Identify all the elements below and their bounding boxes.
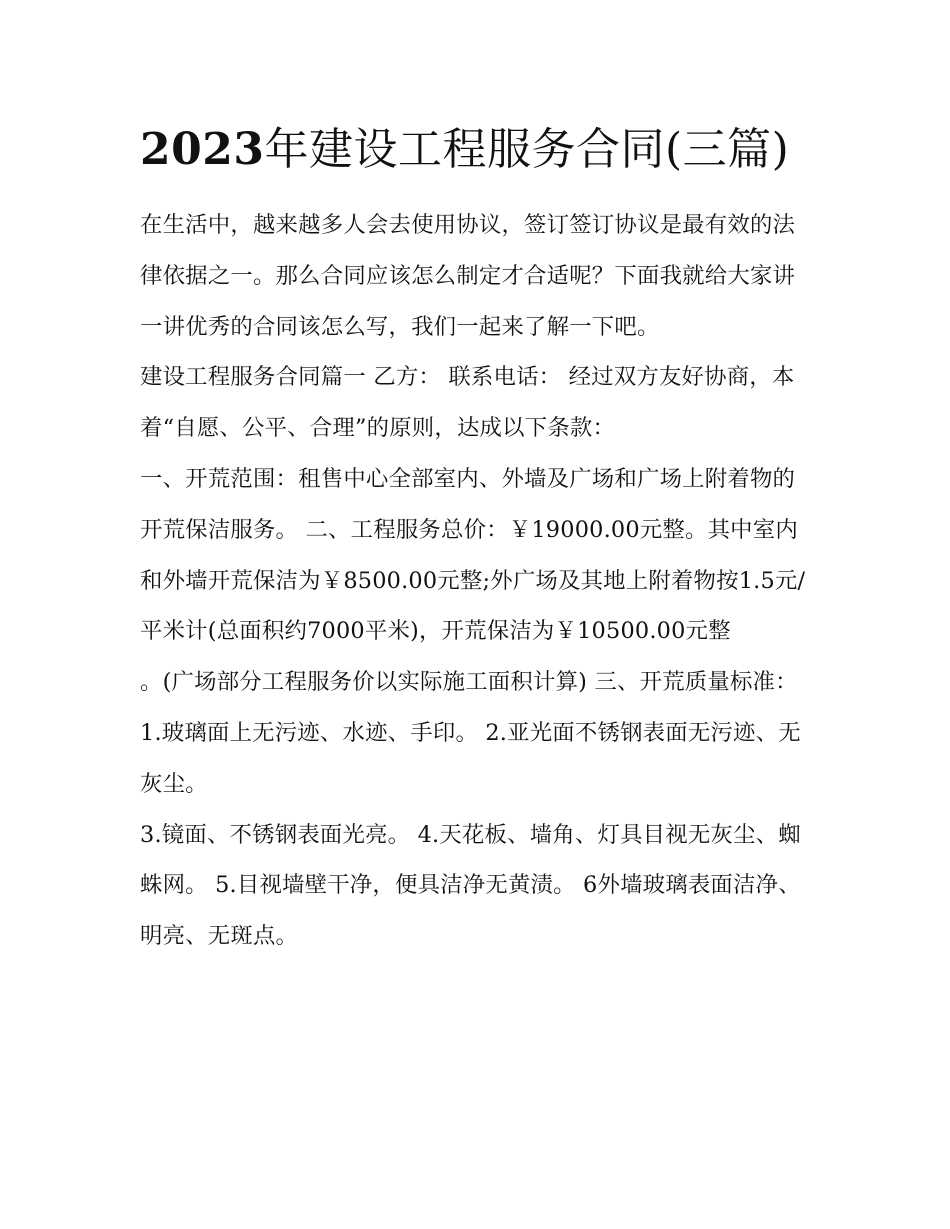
paragraph-intro: 在生活中，越来越多人会去使用协议，签订签订协议是最有效的法律依据之一。那么合同应该怎么制定才合适呢？下面我就给大家讲一讲优秀的合同该怎么写，我们一起来了解一下吧。 (140, 212, 796, 340)
document-body (140, 200, 815, 962)
paragraph-parties: 建设工程服务合同篇一 乙方： 联系电话： 经过双方友好协商，本着“自愿、公平、合理”的原则，达成以下条款： (140, 364, 795, 442)
document-title (140, 112, 815, 188)
paragraph-scope-price: 一、开荒范围：租售中心全部室内、外墙及广场和广场上附着物的开荒保洁服务。 二、工程服务总价：￥19000.00元整。其中室内和外墙开荒保洁为￥8500.00元整;外广场及其地上附着物按1.5元/平米计(总面积约7000平米)，开荒保洁为￥10500.00元整 (140, 465, 806, 645)
title-year: 2023 (140, 124, 265, 175)
title-text: 年建设工程服务合同(三篇) (264, 124, 790, 175)
paragraph-quality: 。(广场部分工程服务价以实际施工面积计算) 三、开荒质量标准： 1.玻璃面上无污迹、水迹、手印。 2.亚光面不锈钢表面无污迹、无灰尘。 (140, 669, 801, 797)
document-content (140, 112, 815, 962)
paragraph-quality-cont: 3.镜面、不锈钢表面光亮。 4.天花板、墙角、灯具目视无灰尘、蜘蛛网。 5.目视墙壁干净，便具洁净无黄渍。 6外墙玻璃表面洁净、明亮、无斑点。 (140, 821, 801, 950)
